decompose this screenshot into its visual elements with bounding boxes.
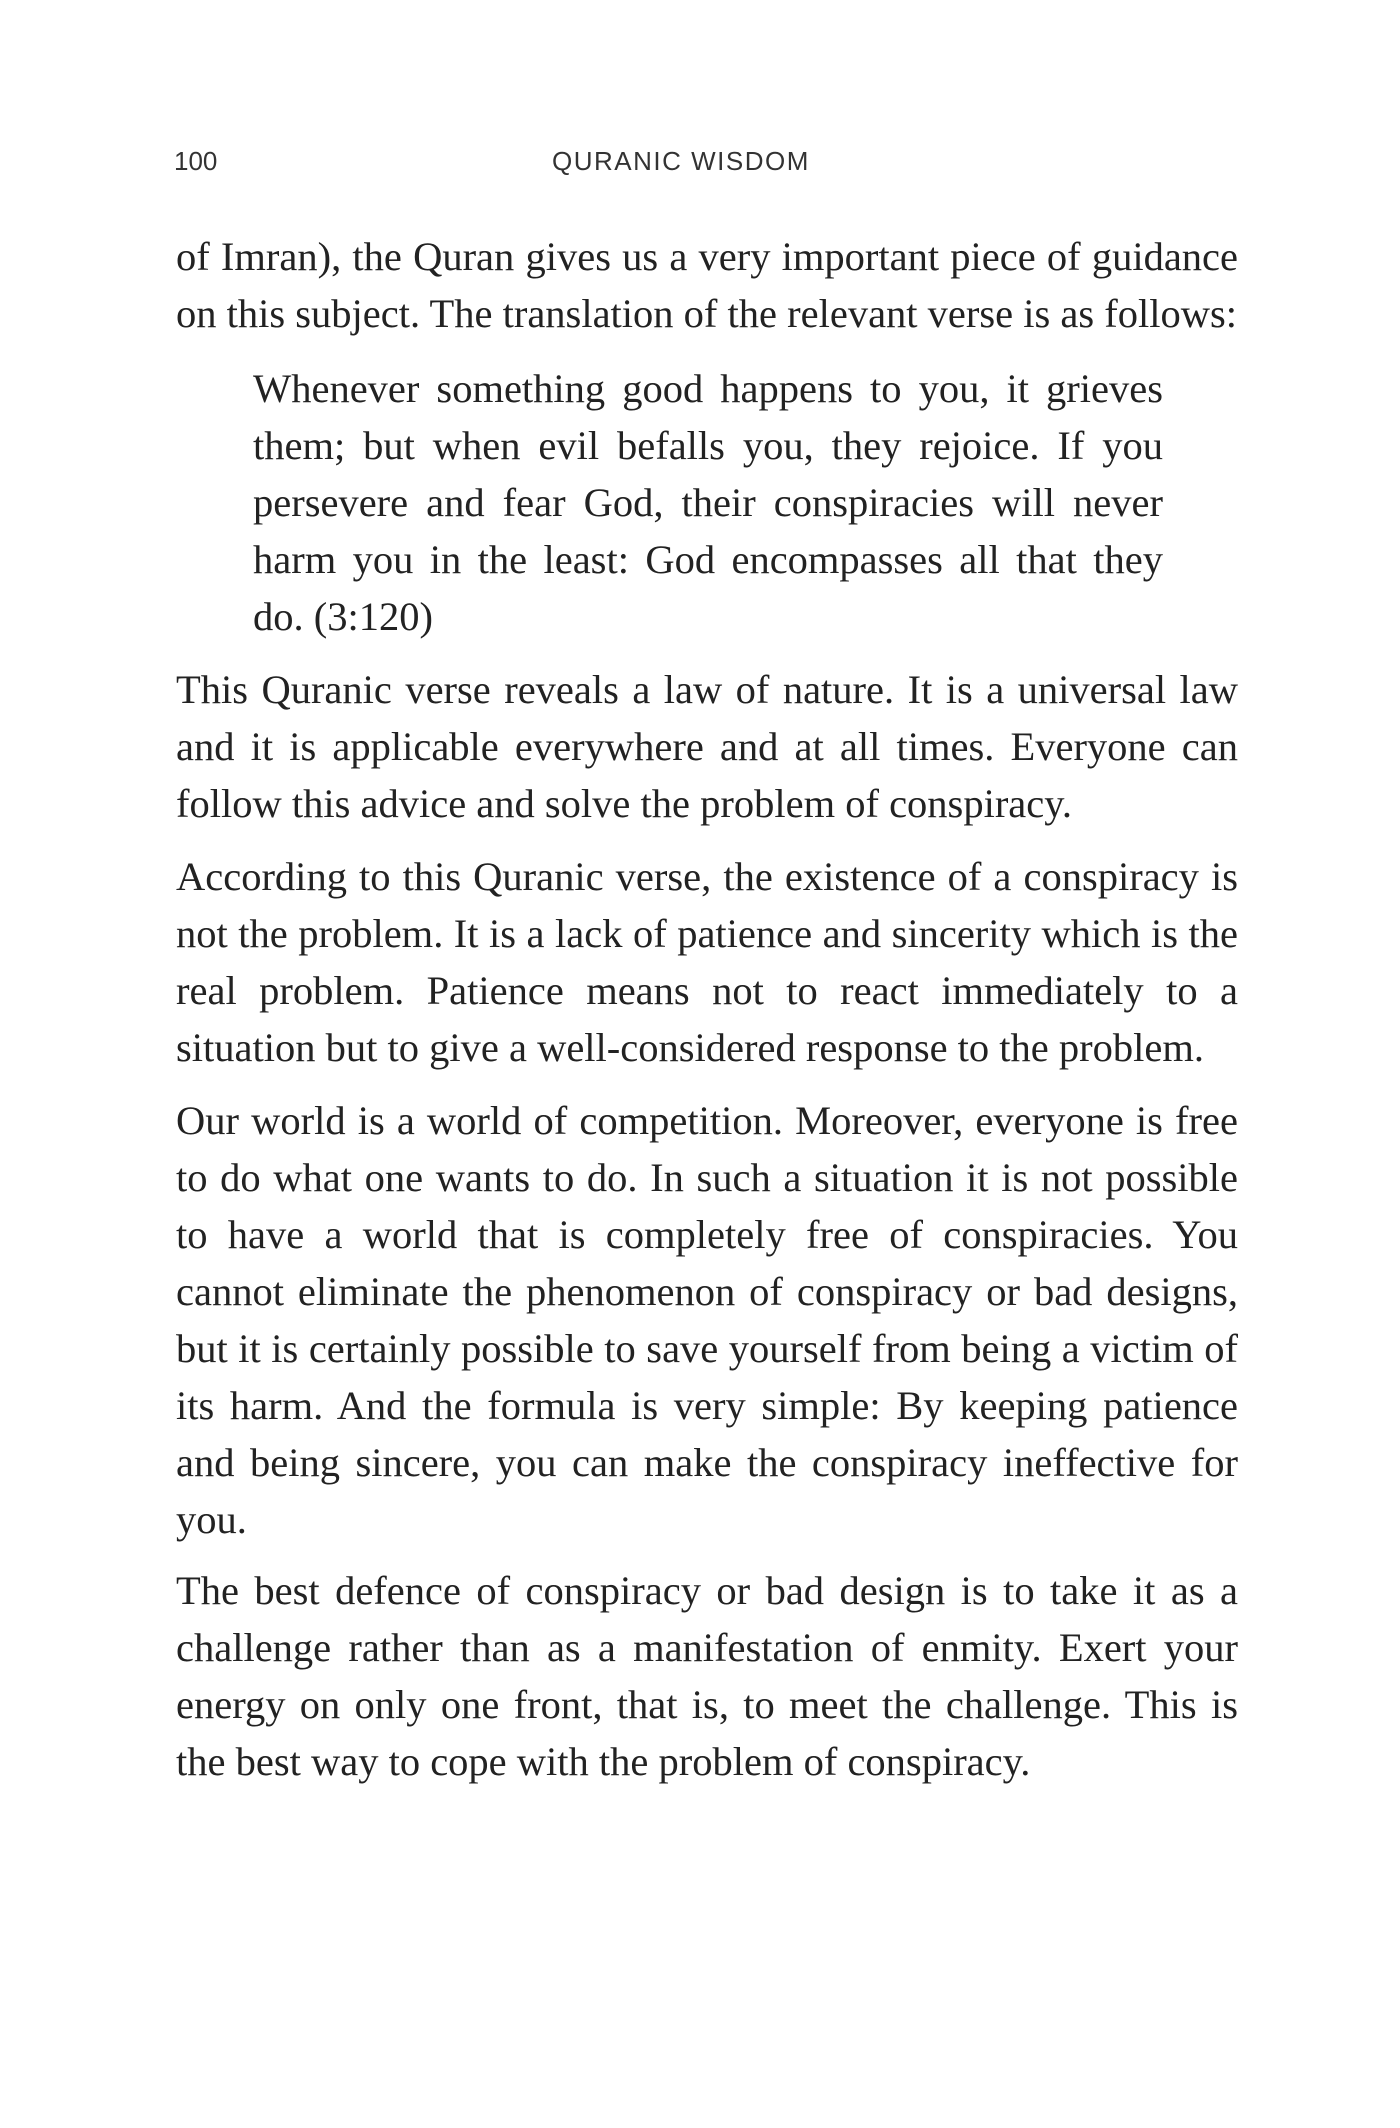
paragraph-patience: According to this Quranic verse, the existence of a conspiracy is not the problem. It is a lack of patience and sincerity which is the real problem. Patience means not to react immediately to a situation but to give a well-considered response to the problem. [176, 854, 1238, 1070]
running-header [0, 143, 1400, 179]
running-title: QURANIC WISDOM [552, 146, 810, 176]
paragraph-best-defence: The best defence of conspiracy or bad design is to take it as a challenge rather than as a manifestation of enmity. Exert your energy on only one front, that is, to meet the challenge. This is the best way to cope with the problem of conspiracy. [176, 1568, 1238, 1784]
page-number: 100 [174, 146, 218, 176]
body-text [176, 228, 1238, 1790]
paragraph-competition: Our world is a world of competition. Moreover, everyone is free to do what one wants to do. In such a situation it is not possible to have a world that is completely free of conspiracies. You cannot eliminate the phenomenon of conspiracy or bad designs, but it is certainly possible to save yourself from being a victim of its harm. And the formula is very simple: By keeping patience and being sincere, you can make the conspiracy ineffective for you. [176, 1098, 1238, 1542]
intro-paragraph: of Imran), the Quran gives us a very important piece of guidance on this subject. The translation of the relevant verse is as follows: [176, 234, 1238, 336]
paragraph-law-of-nature: This Quranic verse reveals a law of nature. It is a universal law and it is applicable everywhere and at all times. Everyone can follow this advice and solve the problem of conspiracy. [176, 667, 1238, 826]
verse-quote: Whenever something good happens to you, it grieves them; but when evil befalls you, they rejoice. If you persevere and fear God, their conspiracies will never harm you in the least: God encompasses all that they do. (3:120) [253, 366, 1163, 639]
